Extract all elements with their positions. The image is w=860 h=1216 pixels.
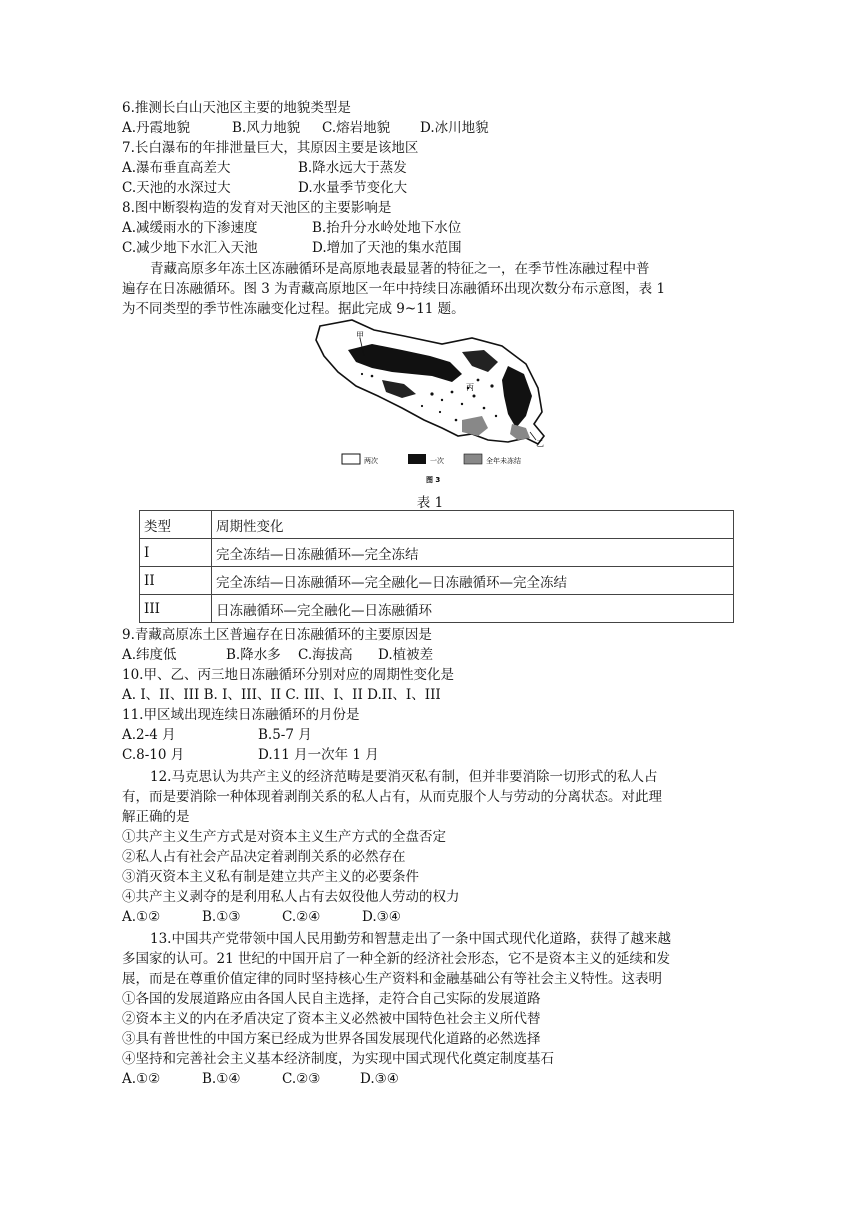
q13-line-1: 13.中国共产党带领中国人民用勤劳和智慧走出了一条中国式现代化道路，获得了越来越 [150, 931, 671, 947]
q13-line-2: 多国家的认可。21 世纪的中国开启了一种全新的经济社会形态，它不是资本主义的延续和发 [122, 951, 670, 967]
table-cell-change: 完全冻结—日冻融循环—完全冻结 [212, 539, 734, 567]
q8-stem: 8.图中断裂构造的发育对天池区的主要影响是 [122, 200, 392, 216]
q8-option-d: D.增加了天池的集水范围 [312, 240, 462, 256]
q8-options-row1 [122, 218, 461, 238]
table-header-change: 周期性变化 [212, 511, 734, 539]
q6-options [122, 118, 489, 138]
table-1 [139, 510, 734, 623]
q12-statement-3: ③消灭资本主义私有制是建立共产主义的必要条件 [122, 869, 419, 885]
q7-option-a: A.瀑布垂直高差大 [122, 160, 231, 176]
table-cell-type: II [140, 567, 212, 595]
q12-line-1: 12.马克思认为共产主义的经济范畴是要消灭私有制，但并非要消除一切形式的私人占 [150, 769, 658, 785]
q6-option-a: A.丹霞地貌 [122, 120, 191, 136]
q13-options [122, 1069, 399, 1089]
q11-stem: 11.甲区域出现连续日冻融循环的月份是 [122, 707, 360, 723]
q11-options-row1 [122, 725, 312, 745]
table-header-type: 类型 [140, 511, 212, 539]
q6-option-b: B.风力地貌 [232, 120, 301, 136]
q12-statement-2: ②私人占有社会产品决定着剥削关系的必然存在 [122, 849, 406, 865]
q8-option-c: C.减少地下水汇入天池 [122, 240, 258, 256]
label-yi: 乙 [536, 439, 544, 448]
q12-statement-1: ①共产主义生产方式是对资本主义生产方式的全盘否定 [122, 829, 446, 845]
q13-option-c: C.②③ [282, 1071, 321, 1087]
q9-options [122, 645, 433, 665]
legend-swatch-unfrozen [464, 454, 482, 464]
q7-option-d: D.水量季节变化大 [298, 180, 408, 196]
q10-stem: 10.甲、乙、丙三地日冻融循环分别对应的周期性变化是 [122, 667, 454, 683]
q12-statement-4: ④共产主义剥夺的是利用私人占有去奴役他人劳动的权力 [122, 889, 460, 905]
q9-option-d: D.植被差 [378, 647, 434, 663]
table-cell-change: 完全冻结—日冻融循环—完全融化—日冻融循环—完全冻结 [212, 567, 734, 595]
q9-option-a: A.纬度低 [122, 647, 177, 663]
q7-option-c: C.天池的水深过大 [122, 180, 231, 196]
q13-statement-4: ④坚持和完善社会主义基本经济制度，为实现中国式现代化奠定制度基石 [122, 1051, 554, 1067]
q6-stem: 6.推测长白山天池区主要的地貌类型是 [122, 100, 351, 116]
q13-statement-1: ①各国的发展道路应由各国人民自主选择，走符合自己实际的发展道路 [122, 991, 541, 1007]
table-row [140, 595, 734, 623]
q12-line-2: 有，而是要消除一种体现着剥削关系的私人占有，从而克服个人与劳动的分离状态。对此理 [122, 789, 662, 805]
table-row [140, 567, 734, 595]
q10-options: A. I、II、III B. I、III、II C. III、I、II D.II、I、III [122, 687, 441, 703]
q8-options-row2 [122, 238, 462, 258]
q7-stem: 7.长白瀑布的年排泄量巨大，其原因主要是该地区 [122, 140, 419, 156]
legend-label-unfrozen: 全年未冻结 [486, 457, 521, 465]
q13-option-d: D.③④ [360, 1071, 399, 1087]
q12-line-3: 解正确的是 [122, 809, 190, 825]
q13-statement-2: ②资本主义的内在矛盾决定了资本主义必然被中国特色社会主义所代替 [122, 1011, 541, 1027]
intro-line-3: 为不同类型的季节性冻融变化过程。据此完成 9~11 题。 [122, 301, 465, 317]
table-row [140, 539, 734, 567]
label-bing: 丙 [466, 383, 474, 392]
q6-option-c: C.熔岩地貌 [322, 120, 391, 136]
q7-options-row1 [122, 158, 407, 178]
q11-option-a: A.2-4 月 [122, 727, 176, 743]
q6-option-d: D.冰川地貌 [420, 120, 489, 136]
q11-option-c: C.8-10 月 [122, 747, 185, 763]
q12-option-b: B.①③ [202, 909, 241, 925]
q7-options-row2 [122, 178, 407, 198]
label-jia: 甲 [356, 331, 364, 340]
legend-label-two: 两次 [364, 457, 378, 465]
q12-option-d: D.③④ [362, 909, 401, 925]
q11-options-row2 [122, 745, 379, 765]
q13-option-a: A.①② [122, 1071, 161, 1087]
table-cell-change: 日冻融循环—完全融化—日冻融循环 [212, 595, 734, 623]
tibet-plateau-map [312, 316, 556, 488]
intro-line-1: 青藏高原多年冻土区冻融循环是高原地表最显著的特征之一，在季节性冻融过程中普 [150, 261, 650, 277]
map-graphic [312, 316, 556, 488]
table-caption: 表 1 [416, 495, 444, 511]
table-cell-type: III [140, 595, 212, 623]
q8-option-b: B.抬升分水岭处地下水位 [312, 220, 462, 236]
table-cell-type: I [140, 539, 212, 567]
q12-option-c: C.②④ [282, 909, 321, 925]
q7-option-b: B.降水远大于蒸发 [298, 160, 407, 176]
q9-stem: 9.青藏高原冻土区普遍存在日冻融循环的主要原因是 [122, 627, 432, 643]
q12-option-a: A.①② [122, 909, 161, 925]
legend-swatch-two [342, 454, 360, 464]
q8-option-a: A.减缓雨水的下渗速度 [122, 220, 258, 236]
q9-option-c: C.海拔高 [298, 647, 353, 663]
intro-line-2: 遍存在日冻融循环。图 3 为青藏高原地区一年中持续日冻融循环出现次数分布示意图，表 1 [122, 281, 666, 297]
q11-option-b: B.5-7 月 [258, 727, 312, 743]
q13-option-b: B.①④ [202, 1071, 241, 1087]
q12-options [122, 907, 401, 927]
legend-label-one: 一次 [430, 457, 444, 465]
q11-option-d: D.11 月一次年 1 月 [258, 747, 379, 763]
figure-label: 图 3 [426, 476, 441, 484]
q9-option-b: B.降水多 [226, 647, 281, 663]
legend-swatch-one [408, 454, 426, 464]
q13-statement-3: ③具有普世性的中国方案已经成为世界各国发展现代化道路的必然选择 [122, 1031, 541, 1047]
q13-line-3: 展，而是在尊重价值定律的同时坚持核心生产资料和金融基础公有等社会主义特性。这表明 [122, 971, 662, 987]
table-header-row [140, 511, 734, 539]
